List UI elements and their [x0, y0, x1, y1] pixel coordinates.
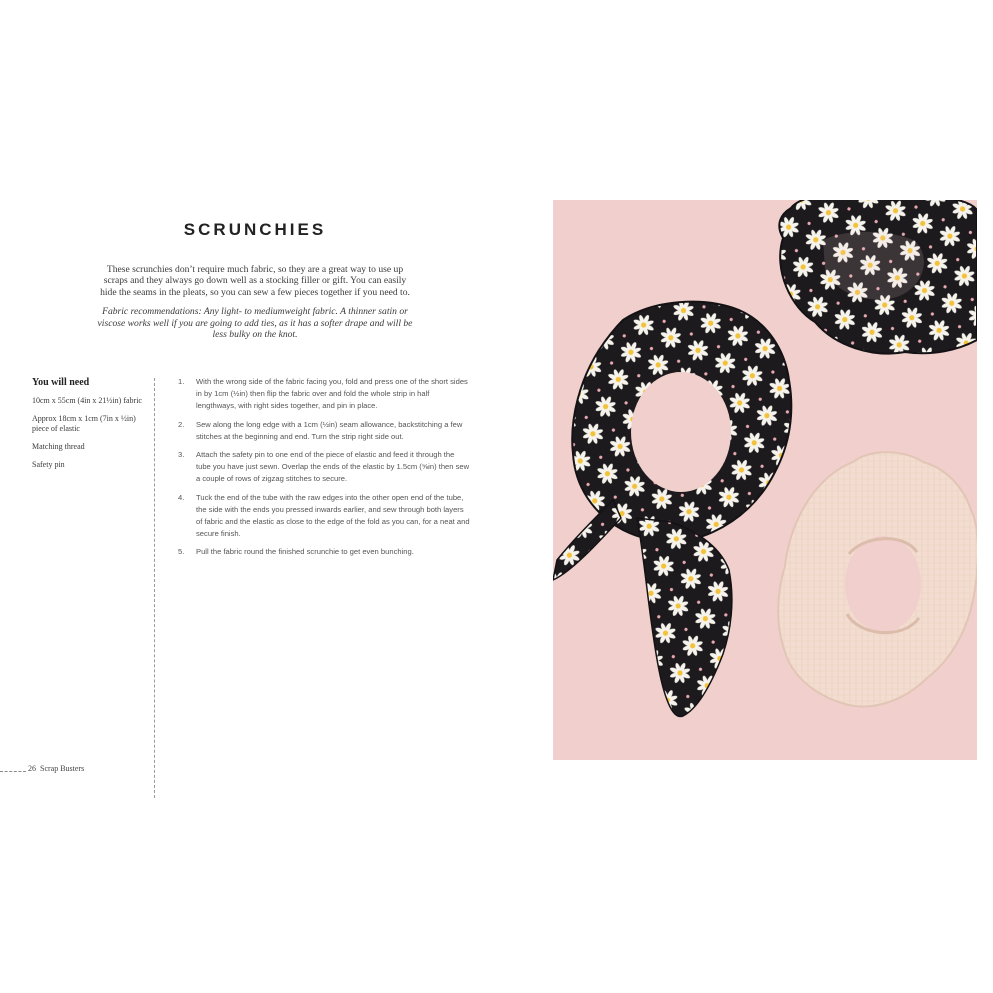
step-item [178, 492, 470, 541]
step-number: 3. [178, 450, 185, 460]
step-item [178, 546, 470, 558]
material-item: Matching thread [32, 442, 85, 451]
intro-block [95, 264, 415, 348]
materials-list [32, 396, 144, 478]
page-title: SCRUNCHIES [183, 220, 327, 239]
step-text: With the wrong side of the fabric facing you, fold and press one of the short sides in by 1cm (½in) then flip the fabric over and fold the whole strip in half lengthways, with right sides together, and pin in place. [196, 377, 468, 411]
step-number: 1. [178, 377, 185, 386]
photo-illustration [553, 200, 977, 760]
step-text: Pull the fabric round the finished scrunchie to get even bunching. [196, 547, 414, 557]
step-number: 2. [178, 419, 185, 429]
step-number: 4. [178, 492, 185, 502]
intro-paragraph: These scrunchies don’t require much fabric, so they are a great way to use up scraps and they always go down well as a stocking filler or gift. You can easily hide the seams in the pleats, so you can sew a few pieces together if you need to. [100, 264, 410, 298]
instruction-steps [178, 376, 470, 565]
step-text: Attach the safety pin to one end of the piece of elastic and feed it through the tube you have just sewn. Overlap the ends of the elastic by 1.5cm (⅝in) then sew a couple of rows of zigzag stitches to secure. [196, 450, 470, 484]
material-item: Safety pin [32, 460, 65, 469]
step-text: Tuck the end of the tube with the raw edges into the other open end of the tube, the side with the ends you pressed inwards earlier, and sew through both layers of fabric and the elastic as close to the edge of the fold as you can, for a neat and secure finish. [196, 492, 470, 539]
you-will-need-heading: You will need [32, 377, 90, 388]
scrunchies-photo [553, 200, 977, 760]
column-divider [154, 378, 155, 798]
step-item [178, 376, 470, 413]
step-number: 5. [178, 547, 185, 557]
material-item: Approx 18cm x 1cm (7in x ½in) piece of elastic [32, 414, 136, 433]
footer-rule [0, 771, 26, 772]
running-title: Scrap Busters [40, 763, 85, 773]
step-item [178, 419, 470, 443]
material-item: 10cm x 55cm (4in x 21½in) fabric [32, 396, 142, 405]
step-item [178, 449, 470, 486]
page-number: 26 [28, 763, 36, 773]
page-footer [0, 762, 84, 774]
step-text: Sew along the long edge with a 1cm (½in) seam allowance, backstitching a few stitches at the beginning and end. Turn the strip right side out. [196, 419, 463, 441]
fabric-recommendation: Fabric recommendations: Any light- to mediumweight fabric. A thinner satin or viscose works well if you are going to add ties, as it has a softer drape and will be less bulky on the knot. [97, 306, 413, 341]
